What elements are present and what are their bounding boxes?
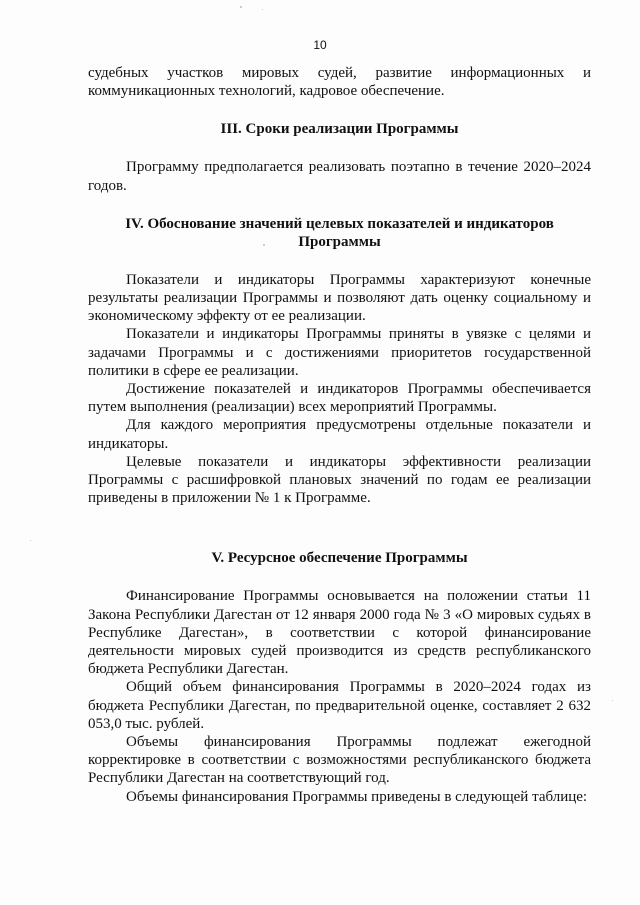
- intro-paragraph: судебных участков мировых судей, развитие информационных и коммуникационных технологий, кадровое обеспечение.: [88, 65, 591, 100]
- scan-speck: [262, 9, 263, 10]
- page-number: 10: [313, 38, 327, 52]
- section-4-heading: [88, 215, 591, 251]
- scan-speck: [612, 700, 613, 701]
- section-5-paragraph: Общий объем финансирования Программы в 2020–2024 годах из бюджета Республики Дагестан, по предварительной оценке, составляет 2 632 053,0 тыс. рублей.: [88, 679, 591, 732]
- section-4-paragraph: Достижение показателей и индикаторов Программы обеспечивается путем выполнения (реализации) всех мероприятий Программы.: [88, 381, 591, 416]
- section-4-paragraph: Для каждого мероприятия предусмотрены отдельные показатели и индикаторы.: [88, 417, 591, 452]
- section-5-heading: V. Ресурсное обеспечение Программы: [211, 550, 468, 567]
- document-body: [88, 64, 591, 806]
- section-3-heading: III. Сроки реализации Программы: [220, 121, 459, 138]
- section-4-heading-line-1: IV. Обоснование значений целевых показателей и индикаторов: [125, 215, 554, 232]
- section-4-paragraph: Показатели и индикаторы Программы характеризуют конечные результаты реализации Программы и позволяют дать оценку социальному и экономическому эффекту от ее реализации.: [88, 271, 591, 325]
- scan-speck: [240, 6, 242, 8]
- section-5-paragraph: Объемы финансирования Программы приведены в следующей таблице:: [126, 788, 588, 805]
- section-5-paragraph: Финансирование Программы основывается на положении статьи 11 Закона Республики Дагестан от 12 января 2000 года № 3 «О мировых судьях в Республике Дагестан», в соответствии с которой финансирование деятельности мировых судей производится из средств республиканского бюджета Республики Дагестан.: [88, 588, 591, 678]
- section-3-paragraph: Программу предполагается реализовать поэтапно в течение 2020–2024 годов.: [88, 159, 591, 194]
- section-4-heading-line-2: Программы: [298, 233, 381, 250]
- section-5-paragraph: Объемы финансирования Программы подлежат ежегодной корректировке в соответствии с возможностями республиканского бюджета Республики Дагестан на соответствующий год.: [88, 734, 591, 787]
- scan-speck: [30, 540, 31, 541]
- section-4-paragraph: Показатели и индикаторы Программы приняты в увязке с целями и задачами Программы и с достижениями приоритетов государственной политики в сфере ее реализации.: [88, 326, 591, 379]
- section-4-paragraph: Целевые показатели и индикаторы эффективности реализации Программы с расшифровкой плановых значений по годам ее реализации приведены в приложении № 1 к Программе.: [88, 453, 591, 507]
